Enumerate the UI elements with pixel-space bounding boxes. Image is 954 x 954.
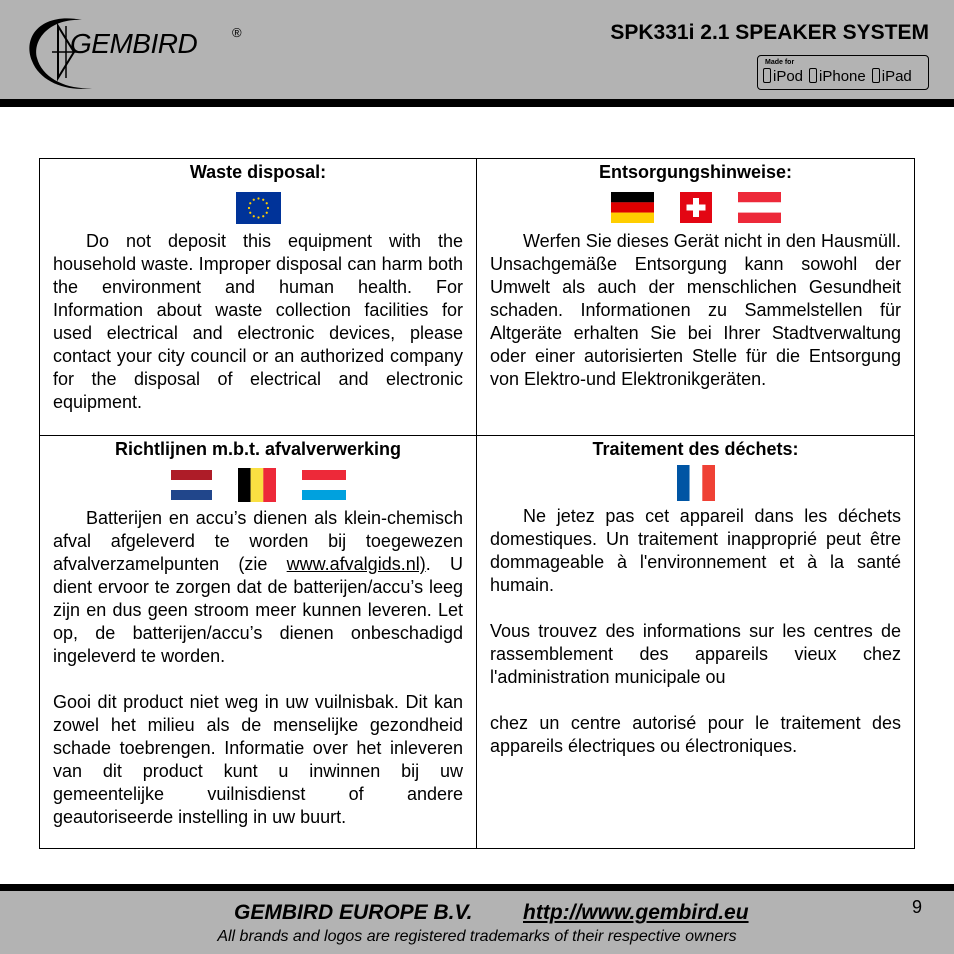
section-body [40,507,476,829]
device-iphone: iPhone [809,68,866,85]
section-body [477,230,914,391]
footer-company: GEMBIRD EUROPE B.V. [234,901,473,924]
disposal-table [39,158,915,849]
footer-divider [0,884,954,891]
paragraph: Do not deposit this equipment with the household waste. Improper disposal can harm both the environment and human health. For Information about waste collection facilities for used electrical and electronic devices, please contact your city council or an authorized company for the disposal of electrical and electronic equipment. [53,231,463,412]
paragraph: chez un centre autorisé pour le traitement des appareils électriques ou électroniques. [490,713,901,756]
paragraph: Batterijen en accu’s dienen als klein-chemisch afval afgeleverd te worden bij toegewezen afvalverzamelpunten (zie www.afvalgids.nl). U dient ervoor te zorgen dat de batterijen/accu’s leeg zijn en dus geen stroom meer kunnen leveren. Let op, de batterijen/accu’s dienen onbeschadigd ingeleverd te worden. [53,508,463,666]
section-title: Richtlijnen m.b.t. afvalverwerking [114,439,402,459]
eu-star [266,206,268,208]
section-entsorgung [477,159,914,436]
paragraph: Vous trouvez des informations sur les centres de rassemblement des appareils vieux chez l'administration municipale ou [490,621,901,687]
device-list [763,68,912,85]
germany-flag-icon [611,192,654,223]
header-divider [0,99,954,107]
austria-flag-icon [738,192,781,223]
device-ipod: iPod [763,68,803,85]
product-title: SPK331i 2.1 SPEAKER SYSTEM [610,21,929,44]
eu-star [247,206,249,208]
footer-url-link[interactable]: http://www.gembird.eu [523,901,749,924]
eu-star [265,202,267,204]
eu-star [252,215,254,217]
section-title: Traitement des déchets: [592,439,799,459]
section-title: Entsorgungshinweise: [598,162,793,182]
flag-row [477,189,914,226]
paragraph: Werfen Sie dieses Gerät nicht in den Hausmüll. Unsachgemäße Entsorgung kann sowohl der Umwelt als auch der menschlichen Gesundheit schaden. Informationen zu Sammelstellen für Altgeräte erhalten Sie bei Ihrer Stadtverwaltung oder einer autorisierten Stelle für die Entsorgung von Elektro-und Elektronikgeräten. [490,231,901,389]
iphone-icon [809,68,817,83]
eu-star [257,216,259,218]
ipad-icon [872,68,880,83]
flag-row [40,189,476,226]
netherlands-flag-icon [171,470,212,500]
paragraph: Gooi dit product niet weg in uw vuilnisbak. Dit kan zowel het milieu als de menselijke gezondheid schade toebrengen. Informatie over het inleveren van dit product kunt u inwinnen bij uw gemeentelijke vuilnisdienst of andere geautoriseerde instelling in uw buurt. [53,692,463,827]
eu-star [262,215,264,217]
section-waste-disposal [40,159,477,436]
flag-row [40,466,476,503]
paragraph: Ne jetez pas cet appareil dans les déchets domestiques. Un traitement inapproprié peut être dommageable à l'environnement et à la santé humain. [490,506,901,595]
page-number: 9 [912,897,923,917]
eu-star [262,198,264,200]
section-title: Waste disposal: [189,162,327,182]
eu-flag-icon [236,192,281,224]
eu-star [265,211,267,213]
luxembourg-flag-icon [302,470,346,500]
belgium-flag-icon [238,468,276,502]
eu-star [257,197,259,199]
afvalgids-link[interactable]: www.afvalgids.nl) [286,554,426,574]
switzerland-flag-icon [680,192,712,223]
page-header [0,0,954,107]
eu-star [249,202,251,204]
ipod-icon [763,68,771,83]
flag-row [477,464,914,501]
registered-mark: ® [232,25,242,40]
device-ipad: iPad [872,68,912,85]
section-traitement [477,436,914,848]
made-for-badge [757,55,929,90]
made-for-label: Made for [765,59,795,66]
gembird-logo [22,6,252,94]
trademark-note: All brands and logos are registered trademarks of their respective owners [217,928,737,945]
section-richtlijnen [40,436,477,848]
brand-name: GEMBIRD [70,28,198,59]
section-body [477,505,914,758]
france-flag-icon [677,465,715,501]
page-footer [0,891,954,954]
eu-star [249,211,251,213]
section-body [40,230,476,414]
eu-star [252,198,254,200]
